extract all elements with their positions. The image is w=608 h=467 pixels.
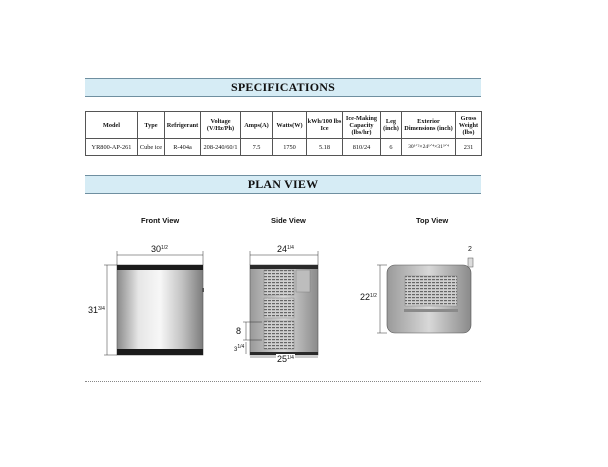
- header-leg: Leg (inch): [381, 112, 402, 139]
- cell-voltage: 208-240/60/1: [201, 139, 241, 156]
- header-weight: Gross Weight (lbs): [456, 112, 482, 139]
- cell-model: YR800-AP-261: [86, 139, 138, 156]
- header-type: Type: [138, 112, 165, 139]
- cell-leg: 6: [381, 139, 402, 156]
- header-watts: Watts(W): [273, 112, 307, 139]
- cell-refrigerant: R-404a: [165, 139, 201, 156]
- cell-amps: 7.5: [241, 139, 273, 156]
- front-view-title: Front View: [141, 216, 180, 225]
- cell-watts: 1750: [273, 139, 307, 156]
- side-leg-dimension-b: $3^{1/4}$: [234, 344, 245, 353]
- top-view-title: Top View: [416, 216, 449, 225]
- specifications-heading: SPECIFICATIONS: [85, 78, 481, 97]
- side-view-drawing: [243, 251, 318, 357]
- side-top-dimension: $24^{1/4}$: [277, 244, 294, 254]
- side-view-title: Side View: [271, 216, 306, 225]
- top-corner-dimension: 2: [468, 246, 472, 253]
- cell-weight: 231: [456, 139, 482, 156]
- plan-view-heading: PLAN VIEW: [85, 175, 481, 194]
- front-height-dimension: $31^{3/4}$: [88, 305, 105, 315]
- top-view-drawing: [377, 258, 473, 333]
- dotted-divider: [85, 381, 481, 382]
- front-width-dimension: $30^{1/2}$: [151, 244, 168, 254]
- header-dimensions: Exterior Dimensions (inch): [402, 112, 456, 139]
- side-leg-dimension-a: 8: [236, 326, 242, 336]
- top-depth-dimension: $22^{1/2}$: [360, 292, 377, 302]
- header-kwh: kWh/100 lbs Ice: [307, 112, 343, 139]
- cell-capacity: 810/24: [343, 139, 381, 156]
- header-refrigerant: Refrigerant: [165, 112, 201, 139]
- cell-type: Cube ice: [138, 139, 165, 156]
- header-voltage: Voltage (V/Hz/Ph): [201, 112, 241, 139]
- side-bottom-dimension: $25^{1/4}$: [277, 354, 294, 364]
- header-model: Model: [86, 112, 138, 139]
- header-amps: Amps(A): [241, 112, 273, 139]
- front-view-drawing: [104, 251, 204, 355]
- cell-dimensions: 30¹ᐟ²×24¹ᐟ⁴×31³ᐟ⁴: [402, 139, 456, 156]
- cell-kwh: 5.18: [307, 139, 343, 156]
- header-capacity: Ice-Making Capacity (lbs/hr): [343, 112, 381, 139]
